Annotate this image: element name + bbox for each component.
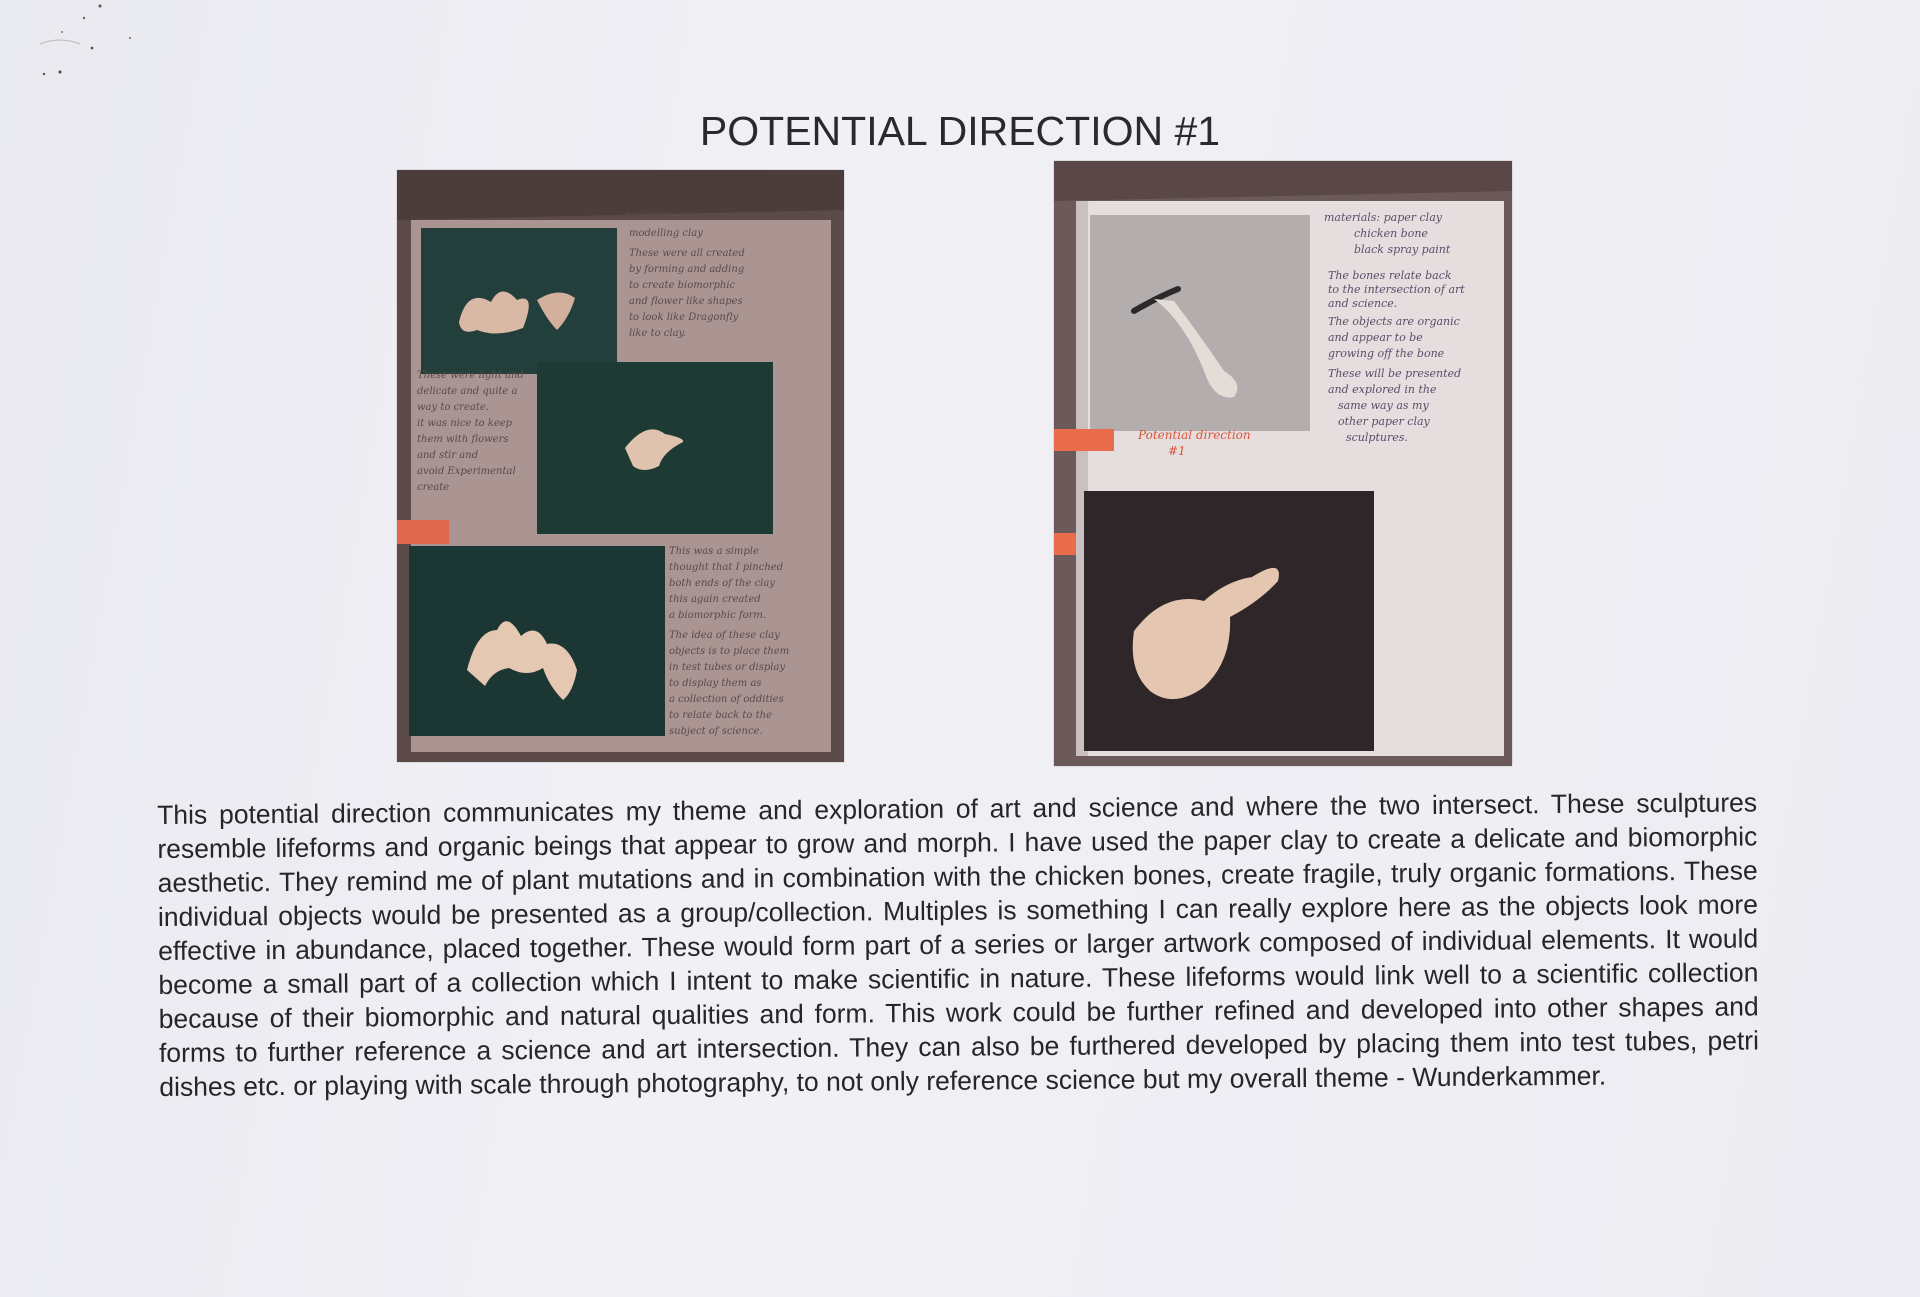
hw-note-top-4: to create biomorphic xyxy=(629,280,736,291)
hw-note-4: to the intersection of art xyxy=(1328,283,1465,296)
hw-note-bottom-6: objects is to place them xyxy=(669,646,790,657)
hw-note-7: and appear to be xyxy=(1328,331,1423,344)
hw-note-bottom-9: a collection of oddities xyxy=(669,694,784,705)
hw-note-top-0: materials: air dry xyxy=(625,210,714,221)
hw-note-top-3: by forming and adding xyxy=(629,264,745,275)
hw-note-13: sculptures. xyxy=(1346,431,1408,444)
hw-note-9: These will be presented xyxy=(1328,367,1462,380)
hw-note-bottom-0: This was a simple xyxy=(669,546,759,557)
hw-note-bottom-8: to display them as xyxy=(669,678,762,689)
hw-note-mid-6: avoid Experimental xyxy=(417,466,516,477)
hw-note-top-6: to look like Dragonfly xyxy=(629,312,739,323)
hw-note-bottom-10: to relate back to the xyxy=(669,710,772,721)
hw-note-3: The bones relate back xyxy=(1328,269,1452,282)
page-title: POTENTIAL DIRECTION #1 xyxy=(699,108,1221,154)
hw-note-12: other paper clay xyxy=(1338,415,1430,428)
hw-note-bottom-1: thought that I pinched xyxy=(669,562,784,573)
hw-note-bottom-4: a biomorphic form. xyxy=(669,610,767,621)
hw-note-mid-7: create xyxy=(417,482,450,493)
hw-note-bottom-7: in test tubes or display xyxy=(669,662,786,673)
hw-note-5: and science. xyxy=(1328,297,1398,310)
hw-note-top-1: modelling clay xyxy=(629,228,703,239)
paper-specks xyxy=(0,0,180,100)
hw-note-top-7: like to clay. xyxy=(629,328,687,339)
description-paragraph: This potential direction communicates my theme and exploration of art and science and where the two intersect. These sculptures resemble lifeforms and organic beings that appear to grow and morph. I have used the paper clay to create a delicate and biomorphic aesthetic. They remind me of plant mutations and in combination with the chicken bones, create fragile, truly organic formations. These individual objects would be presented as a group/collection. Multiples is something I can really explore here as the objects look more effective in abundance, placed together. These would form part of a series or larger artwork composed of individual elements. It would become a small part of a collection which I intent to make scientific in nature. These lifeforms would link well to a scientific collection because of their biomorphic and natural qualities and form. This work could be further refined and developed into other shapes and forms to further reference a science and art intersection. They can also be furthered developed by placing them into test tubes, petri dishes etc. or playing with scale through photography, to not only reference science but my overall theme - Wunderkammer. xyxy=(157,787,1760,1102)
sketchbook-photo-left xyxy=(397,170,844,762)
sketchbook-photo-right xyxy=(1054,161,1512,766)
hw-note-8: growing off the bone xyxy=(1328,347,1445,360)
hw-note-mid-1: delicate and quite a xyxy=(417,386,518,397)
hw-note-0: materials: paper clay xyxy=(1324,211,1442,224)
hw-note-6: The objects are organic xyxy=(1328,315,1460,328)
hw-note-bottom-3: this again created xyxy=(669,594,761,605)
hw-note-mid-4: them with flowers xyxy=(417,434,509,445)
hw-note-11: same way as my xyxy=(1338,399,1429,412)
tab-label-line-0: Potential direction xyxy=(1138,428,1251,442)
hw-note-top-5: and flower like shapes xyxy=(629,296,743,307)
hw-note-bottom-11: subject of science. xyxy=(669,726,763,737)
hw-note-bottom-5: The idea of these clay xyxy=(669,630,780,641)
hw-note-2: black spray paint xyxy=(1354,243,1451,256)
tab-label-line-1: #1 xyxy=(1168,444,1186,458)
hw-note-bottom-2: both ends of the clay xyxy=(669,578,775,589)
hw-note-1: chicken bone xyxy=(1354,227,1428,240)
hw-note-top-2: These were all created xyxy=(629,248,745,259)
hw-note-mid-3: it was nice to keep xyxy=(417,418,513,429)
hw-note-mid-5: and stir and xyxy=(417,450,479,461)
hw-note-10: and explored in the xyxy=(1328,383,1437,396)
hw-note-mid-0: These were light and xyxy=(417,370,524,381)
hw-note-mid-2: way to create. xyxy=(417,402,489,413)
